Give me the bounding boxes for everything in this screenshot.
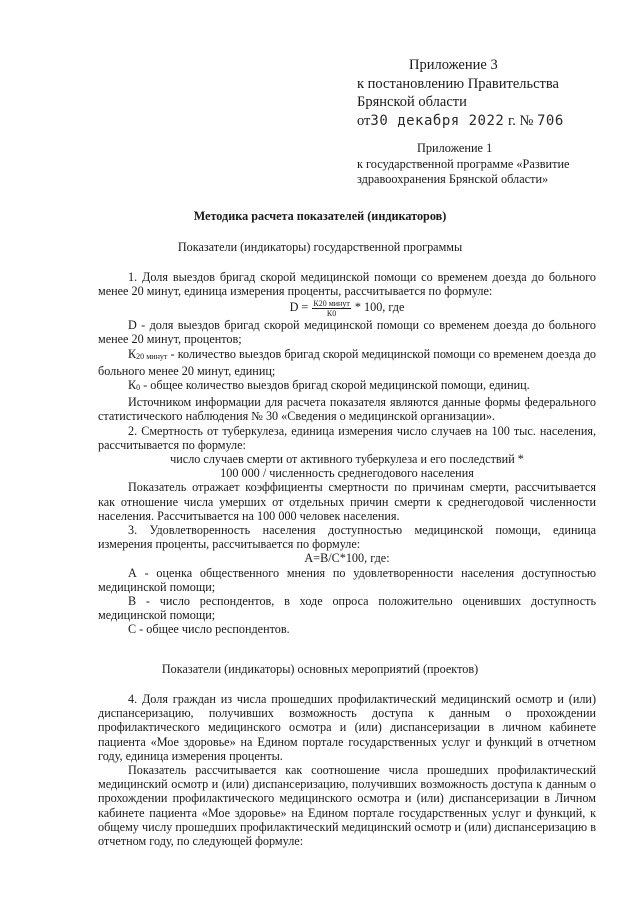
date-prefix: от <box>357 112 371 129</box>
appendix-3-line1: к постановлению Правительства <box>357 75 559 92</box>
paragraph-3a: А - оценка общественного мнения по удовлетворенности населения доступностью медицинской помощи; <box>98 565 596 594</box>
paragraph-1c <box>98 378 596 395</box>
k20-text: - количество выездов бригад скорой медицинской помощи со временем доезда до больного менее 20 минут, единиц; <box>98 346 597 378</box>
formula-1-rhs: * 100, где <box>351 300 405 315</box>
formula-1 <box>98 298 596 318</box>
appendix-1-line2: здравоохранения Брянской области» <box>357 172 549 186</box>
appendix-1-header <box>357 141 617 188</box>
appendix-3-date-line <box>357 112 617 131</box>
paragraph-1a: D - доля выездов бригад скорой медицинской помощи со временем доезда до больного менее 20 минут, процентов; <box>98 318 596 347</box>
appendix-3-header <box>357 56 617 130</box>
paragraph-3: 3. Удовлетворенность населения доступностью медицинской помощи, единица измерения проценты, рассчитывается по формуле: <box>98 522 596 552</box>
formula-3: А=В/С*100, где: <box>304 551 390 566</box>
decree-number: 706 <box>537 112 564 129</box>
k0-text: - общее количество выездов бригад скорой медицинской помощи, единиц. <box>140 377 530 392</box>
k0-subscript: 0 <box>136 382 141 392</box>
formula-2-line2: 100 000 / численность среднегодового населения <box>220 466 474 481</box>
k0-symbol: К <box>128 377 137 392</box>
formula-1-denominator: К0 <box>326 309 337 319</box>
paragraph-1d: Источником информации для расчета показателя являются данные формы федерального статистического наблюдения № 30 «Сведения о медицинской организации». <box>98 395 596 424</box>
paragraph-1b <box>98 347 596 378</box>
section-heading-activities: Показатели (индикаторы) основных мероприятий (проектов) <box>161 662 479 676</box>
appendix-1-title: Приложение 1 <box>417 141 493 155</box>
date-value: 30 декабря 2022 <box>370 112 505 129</box>
paragraph-2: 2. Смертность от туберкулеза, единица измерения число случаев на 100 тыс. населения, рассчитывается по формуле: <box>98 423 596 452</box>
body-block-2 <box>98 692 596 848</box>
paragraph-1: 1. Доля выездов бригад скорой медицинской помощи со временем доезда до больного менее 20 минут, единица измерения проценты, рассчитывается по формуле: <box>98 270 596 299</box>
formula-1-lhs: D = <box>289 300 312 315</box>
appendix-3-line2: Брянской области <box>357 94 467 110</box>
formula-1-numerator: К20 минут <box>313 299 350 309</box>
paragraph-4: 4. Доля граждан из числа прошедших профилактический медицинский осмотр и (или) диспансеризацию, получивших возможность доступа к данным о прохождении профилактического медицинского осмотра и (или) диспансеризации в личном кабинете пациента «Мое здоровье» на Едином портале государственных услуг и функций в отчетном году, единица измерения проценты. <box>98 692 596 763</box>
k20-symbol: К <box>128 346 137 361</box>
section-heading-program: Показатели (индикаторы) государственной программы <box>177 240 463 254</box>
paragraph-3b: В - число респондентов, в ходе опроса положительно оценивших доступность медицинской помощи; <box>98 593 596 623</box>
k20-subscript: 20 минут <box>136 351 168 361</box>
appendix-1-line1: к государственной программе «Развитие <box>357 156 570 171</box>
paragraph-2a: Показатель отражает коэффициенты смертности по причинам смерти, рассчитывается как отношение числа умерших от отдельных причин смерти к среднегодовой численности населения. Рассчитывается на 100 000 человек населения. <box>98 480 596 523</box>
document-title: Методика расчета показателей (индикаторов) <box>193 209 447 223</box>
formula-2-line1: число случаев смерти от активного туберкулеза и его последствий * <box>170 451 524 466</box>
paragraph-4a: Показатель рассчитывается как соотношение числа прошедших профилактический медицинский осмотр и (или) диспансеризацию, получивших возможность доступа к данным о прохождении профилактического медицинского осмотра и (или) диспансеризации в Личном кабинете пациента «Мое здоровье» на Едином портале государственных услуг и функций, к общему числу прошедших профилактический медицинский осмотр и (или) диспансеризацию в отчетном году, по следующей формуле: <box>98 763 596 849</box>
appendix-3-title: Приложение 3 <box>409 57 498 73</box>
formula-1-fraction <box>312 299 350 318</box>
date-suffix: г. № <box>507 112 534 129</box>
paragraph-3c: С - общее число респондентов. <box>128 622 290 637</box>
body-block-1 <box>98 270 596 637</box>
